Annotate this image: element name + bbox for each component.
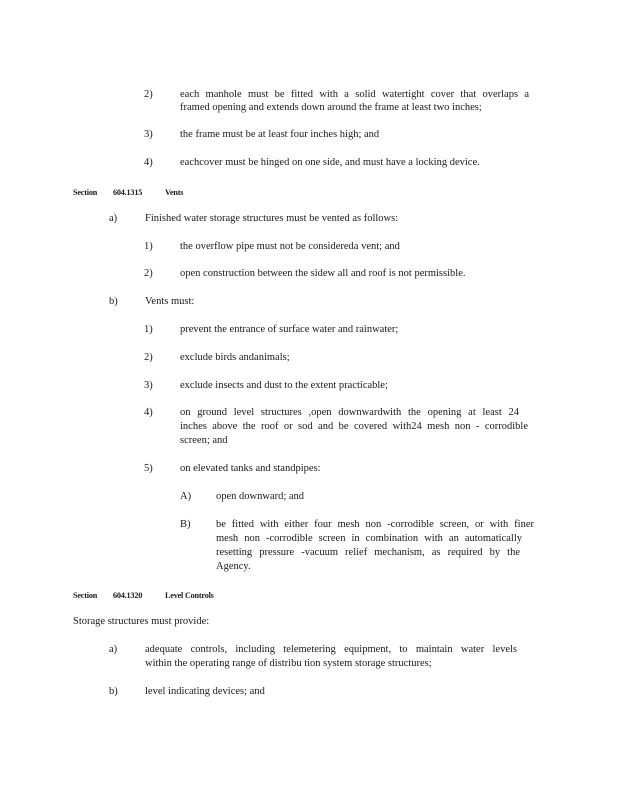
item-text-line: screen; and <box>180 435 228 446</box>
section-label: Section <box>73 188 98 197</box>
item-number: 4) <box>144 157 153 168</box>
section-title: Level Controls <box>165 591 214 600</box>
subsection-text: level indicating devices; and <box>145 686 265 697</box>
item-text-line: on ground level structures ,open downwardwith the opening at least 24 <box>180 407 519 418</box>
subitem-text-line: be fitted with either four mesh non -corrodible screen, or with finer <box>216 519 534 530</box>
item-text-line: framed opening and extends down around the frame at least two inches; <box>180 102 482 113</box>
section-number: 604.1320 <box>113 591 143 600</box>
item-text: prevent the entrance of surface water and rainwater; <box>180 324 399 335</box>
item-number: 2) <box>144 352 153 363</box>
item-text-line: inches above the roof or sod and be covered with24 mesh non - corrodible <box>180 421 528 432</box>
section-label: Section <box>73 591 98 600</box>
subsection-marker: a) <box>109 213 118 224</box>
item-text: open construction between the sidew all and roof is not permissible. <box>180 268 466 279</box>
subsection-text: Vents must: <box>145 296 195 307</box>
item-number: 3) <box>144 380 153 391</box>
paragraph-text: Storage structures must provide: <box>73 616 210 627</box>
item-text: exclude insects and dust to the extent practicable; <box>180 380 388 391</box>
item-number: 2) <box>144 268 153 279</box>
subsection-text-line: adequate controls, including telemetering equipment, to maintain water levels <box>145 644 517 655</box>
subsection-text: Finished water storage structures must be vented as follows: <box>145 213 399 224</box>
item-text: the overflow pipe must not be considereda vent; and <box>180 241 400 252</box>
subitem-text: open downward; and <box>216 491 305 502</box>
subitem-letter: B) <box>180 519 191 530</box>
subsection-text-line: within the operating range of distribu tion system storage structures; <box>145 658 432 669</box>
section-number: 604.1315 <box>113 188 143 197</box>
item-number: 5) <box>144 463 153 474</box>
subsection-marker: b) <box>109 686 118 697</box>
item-number: 1) <box>144 241 153 252</box>
item-number: 2) <box>144 89 153 100</box>
item-number: 1) <box>144 324 153 335</box>
item-text: eachcover must be hinged on one side, and must have a locking device. <box>180 157 480 168</box>
subitem-text-line: Agency. <box>216 561 251 572</box>
subsection-marker: b) <box>109 296 118 307</box>
item-text: on elevated tanks and standpipes: <box>180 463 321 474</box>
subitem-letter: A) <box>180 491 192 502</box>
item-text: the frame must be at least four inches high; and <box>180 129 380 140</box>
subsection-marker: a) <box>109 644 118 655</box>
item-number: 3) <box>144 129 153 140</box>
item-number: 4) <box>144 407 153 418</box>
item-text: exclude birds andanimals; <box>180 352 290 363</box>
subitem-text-line: mesh non -corrodible screen in combination with an automatically <box>216 533 522 544</box>
subitem-text-line: resetting pressure -vacuum relief mechanism, as required by the <box>216 547 520 558</box>
section-title: Vents <box>165 188 184 197</box>
item-text-line: each manhole must be fitted with a solid watertight cover that overlaps a <box>180 89 529 100</box>
